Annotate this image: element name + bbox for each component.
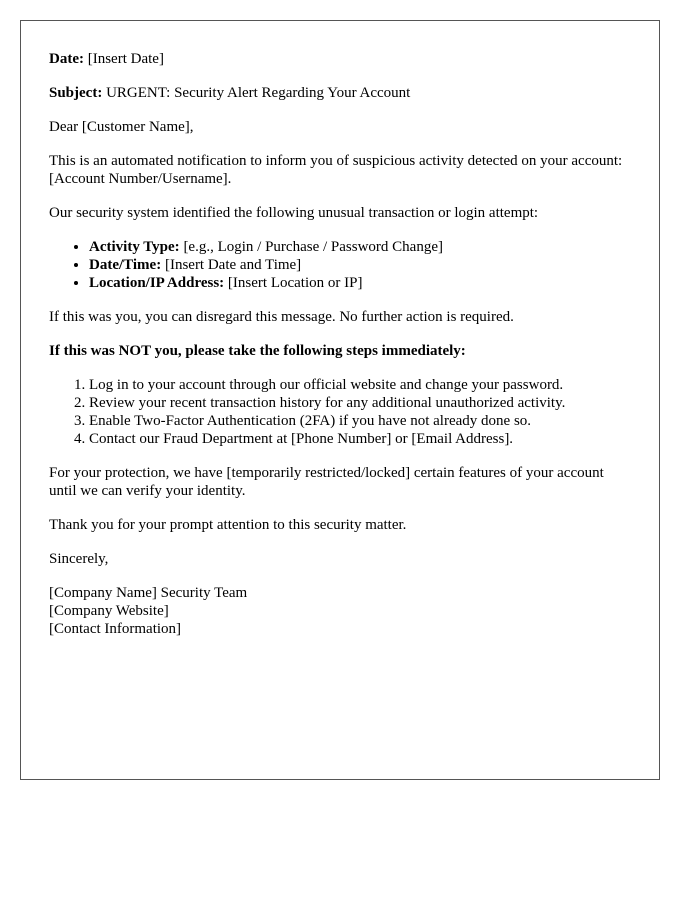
activity-type-item: [89, 238, 631, 256]
letter-page: [20, 20, 660, 780]
protection-paragraph: For your protection, we have [temporarily restricted/locked] certain features of your account until we can verify your identity.: [49, 465, 604, 499]
greeting: Dear [Customer Name],: [49, 119, 194, 135]
signature-block: [49, 584, 631, 638]
step-item: 4. Contact our Fraud Department at [Phone Number] or [Email Address].: [89, 430, 631, 448]
signature-contact: [Contact Information]: [49, 621, 182, 637]
step-item: 3. Enable Two-Factor Authentication (2FA) if you have not already done so.: [89, 412, 631, 430]
subject-label: Subject:: [49, 85, 103, 101]
date-time-item: [89, 256, 631, 274]
date-label: Date:: [49, 51, 84, 67]
date-value: [Insert Date]: [87, 51, 164, 67]
activity-type-value: [e.g., Login / Purchase / Password Change]: [183, 239, 443, 255]
step-item: 1. Log in to your account through our official website and change your password.: [89, 376, 631, 394]
subject-value: URGENT: Security Alert Regarding Your Account: [106, 85, 411, 101]
signature-website: [Company Website]: [49, 603, 169, 619]
date-time-label: Date/Time:: [89, 257, 162, 273]
signature-team: [Company Name] Security Team: [49, 585, 248, 601]
system-notice: Our security system identified the following unusual transaction or login attempt:: [49, 205, 539, 221]
intro-paragraph: This is an automated notification to inform you of suspicious activity detected on your account: [Account Number/Username].: [49, 153, 623, 187]
not-you-heading-text: If this was NOT you, please take the following steps immediately:: [49, 343, 466, 359]
location-ip-value: [Insert Location or IP]: [227, 275, 363, 291]
location-ip-item: [89, 274, 631, 292]
step-item: 2. Review your recent transaction history for any additional unauthorized activity.: [89, 394, 631, 412]
location-ip-label: Location/IP Address:: [89, 275, 225, 291]
date-line: [49, 50, 631, 68]
date-time-value: [Insert Date and Time]: [164, 257, 302, 273]
not-you-heading: [49, 342, 631, 360]
activity-type-label: Activity Type:: [89, 239, 180, 255]
closing: Sincerely,: [49, 551, 109, 567]
if-you-paragraph: If this was you, you can disregard this message. No further action is required.: [49, 309, 514, 325]
thanks-paragraph: Thank you for your prompt attention to this security matter.: [49, 517, 407, 533]
steps-list: [49, 376, 631, 448]
subject-line: [49, 84, 631, 102]
activity-details-list: [49, 238, 631, 292]
